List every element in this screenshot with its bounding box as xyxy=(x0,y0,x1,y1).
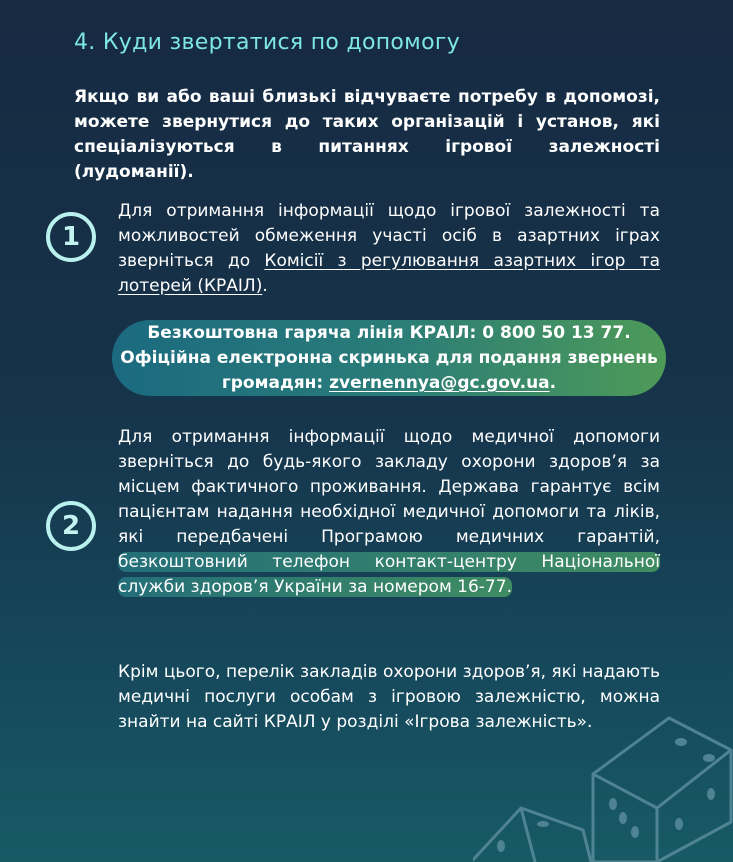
step-1-period: . xyxy=(262,276,268,296)
step-1-paragraph xyxy=(118,199,660,299)
hotline-banner xyxy=(112,320,666,396)
krail-link[interactable]: Комісії з регулювання азартних ігор та лотерей (КРАІЛ) xyxy=(118,251,660,296)
hotline-email-prefix: громадян: xyxy=(221,373,330,393)
step-3-paragraph: Крім цього, перелік закладів охорони здоров’я, які надають медичні послуги особам з ігровою залежністю, можна знайти на сайті КРАІЛ у розділі «Ігрова залежність». xyxy=(118,662,660,732)
hotline-email-label: Офіційна електронна скринька для подання звернень xyxy=(120,348,658,368)
step-1-text: Для отримання інформації щодо ігрової залежності та можливостей обмеження участі осіб в азартних іграх зверніться до xyxy=(118,201,660,271)
hotline-email-suffix: . xyxy=(549,373,557,393)
nszu-highlight: безкоштовний телефон контакт-центру Національної служби здоров’я України за номером 16-77. xyxy=(118,552,660,597)
dice-decoration xyxy=(473,712,733,862)
email-link[interactable]: zvernennya@gc.gov.ua xyxy=(329,373,550,393)
hotline-email-line xyxy=(112,371,666,396)
intro-paragraph: Якщо ви або ваші близькі відчуваєте потребу в допомозі, можете звернутися до таких організацій і установ, які спеціалізуються в питаннях ігрової залежності (лудоманії). xyxy=(74,87,660,182)
step-2-paragraph xyxy=(118,425,660,600)
step-number-2: 2 xyxy=(46,501,96,551)
step-2-text: Для отримання інформації щодо медичної допомоги зверніться до будь-якого закладу охорони здоров’я за місцем фактичного проживання. Держава гарантує всім пацієнтам надання необхідної медичної допомоги та ліків, які передбачені Програмою медичних гарантій, xyxy=(118,427,660,547)
hotline-phone: Безкоштовна гаряча лінія КРАІЛ: 0 800 50 13 77. xyxy=(147,323,631,343)
section-title: 4. Куди звертатися по допомогу xyxy=(74,30,461,55)
step-number-1: 1 xyxy=(46,212,96,262)
